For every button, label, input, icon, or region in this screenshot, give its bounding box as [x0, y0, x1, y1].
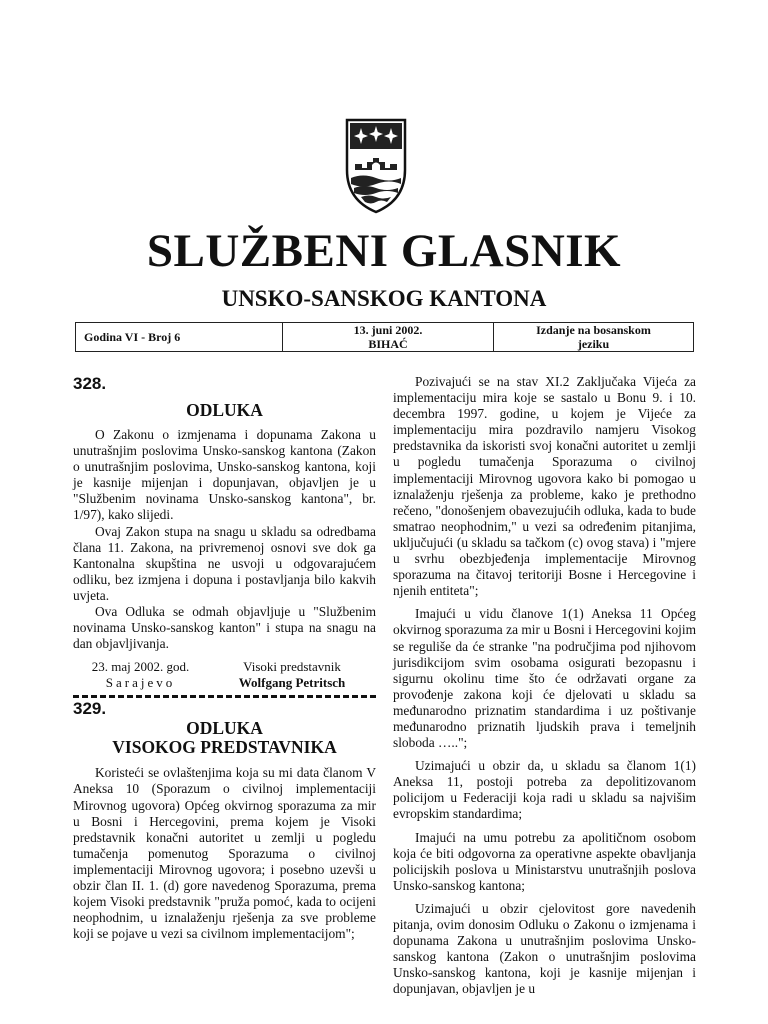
signature-name: Wolfgang Petritsch — [238, 675, 346, 691]
issue-city: BIHAĆ — [368, 337, 408, 351]
signature-role: Visoki predstavnik — [243, 659, 341, 675]
right-column — [393, 374, 696, 997]
decision-heading: ODLUKA — [186, 718, 263, 739]
left-column — [73, 374, 376, 942]
section-divider — [73, 695, 376, 698]
decision-paragraph: O Zakonu o izmjenama i dopunama Zakona u unutrašnjim poslovima Unsko-sanskog kantona (Zakon o unutrašnjim poslovima, Unsko-sanskog kantona, koji je kasnije mijenjan i dopunjavan, objavljen je u "Službenim novinama Unsko-sanskog kantona", br. 1/97), kako slijedi. — [73, 427, 376, 523]
decision-paragraph: Koristeći se ovlaštenjima koja su mi data članom V Aneksa 10 (Sporazum o civilnoj implementaciji Mirovnog ugovora) Općeg okvirnog sporazuma za mir u Bosni i Hercegovini, prema kojem je Visoki predstavnik konačni autoritet u zemlji u pogledu tumačenja pomenutog Sporazuma o civilnoj implementaciji Mirovnog ugovora; i posebno uzevši u obzir član II. 1. (d) gore navedenog Sporazuma, prema kojem Visoki predstavnik "pruža pomoć, kada to ocijeni neophodnim, u iznalaženju rješenja za sve probleme koji se pojave u vezi sa civilnom implementacijom"; — [73, 765, 376, 942]
signature-date: 23. maj 2002. god. — [91, 659, 190, 675]
edition-cell — [494, 323, 693, 351]
decision-paragraph: Ova Odluka se odmah objavljuje u "Službenim novinama Unsko-sanskog kanton" i stupa na snagu na dan objavljivanja. — [73, 604, 376, 652]
decision-heading: ODLUKA — [186, 400, 263, 420]
body-paragraph: Imajući na umu potrebu za apolitičnom osobom koja će biti odgovorna za operativne aspekte obavljanja policijskih poslova u Ministarstvu unutrašnjih poslova Unsko-sanskog kantona; — [393, 829, 696, 893]
body-paragraph: Uzimajući u obzir cjelovitost gore navedenih pitanja, ovim donosim Odluku o Zakonu o izmjenama i dopunama Zakona u unutrašnjim poslovima Unsko-sanskog kantona (Zakon o unutrašnjim poslovima Unsko-sanskog kantona, koji je kasnije mijenjan i dopunjavan, objavljen je u — [393, 900, 696, 997]
body-paragraph: Uzimajući u obzir da, u skladu sa članom 1(1) Aneksa 11, postoji potreba za depolitizovanom policijom u Federaciji koja radi u skladu sa najvišim evropskim standardima; — [393, 758, 696, 822]
decision-subheading: VISOKOG PREDSTAVNIKA — [112, 737, 337, 758]
publication-title: SLUŽBENI GLASNIK — [146, 225, 622, 277]
signature-place: Sarajevo — [105, 675, 176, 691]
signature-block — [73, 659, 376, 691]
issue-date: 13. juni 2002. — [353, 323, 423, 337]
body-paragraph: Imajući u vidu članove 1(1) Aneksa 11 Općeg okvirnog sporazuma za mir u Bosni i Hercegovini kojim se reguliše da će stranke "na područjima pod njihovom jurisdikcijom svim osobama osigurati bezopasnu i sigurnu okolinu time što će održavati organe za provođenje zakona koji će djelovati u skladu sa međunarodno priznatim standardima i uz poštivanje međunarodno priznatih ljudskih prava i temeljnih sloboda ….."; — [393, 606, 696, 751]
item-number-329: 329. — [73, 699, 107, 719]
edition-line-2: jeziku — [577, 337, 610, 351]
edition-line-1: Izdanje na bosanskom — [536, 323, 651, 337]
item-number-328: 328. — [73, 374, 107, 393]
issue-info-box — [75, 322, 694, 352]
coat-of-arms-icon — [345, 118, 407, 214]
date-place-cell — [283, 323, 494, 351]
issue-number-cell — [76, 323, 283, 351]
publication-subtitle: UNSKO-SANSKOG KANTONA — [221, 286, 547, 311]
body-paragraph: Pozivajući se na stav XI.2 Zaključaka Vijeća za implementaciju mira koje se sastalo u Bonu 9. i 10. decembra 1997. godine, u kojem je Vijeće za implementaciju mira pozdravilo namjeru Visokog predstavnika da iskoristi svoj konačni autoritet u zemlji u pogledu tumačenja Sporazuma o civilnoj implementaciji Mirovnog ugovora kako bi pomogao u iznalaženju rješenja za probleme, kako je prethodno rečeno, "donošenjem obavezujućih odluka, kada to bude smatrao neophodnim," u vezi sa određenim pitanjima, uključujući (u skladu sa tačkom (c) ovog stava) i "mjere u svrhu obezbjeđenja implementacije Mirovnog sporazuma na čitavoj teritoriji Bosne i Hercegovine i njenih entiteta"; — [393, 374, 696, 599]
issue-number: Godina VI - Broj 6 — [84, 330, 181, 344]
decision-paragraph: Ovaj Zakon stupa na snagu u skladu sa odredbama člana 11. Zakona, na privremenoj osnovi sve dok ga Kantonalna skupština ne usvoji u odgovarajućem odliku, bez izmjena i dopuna i postavljanja bilo kakvih uvjeta. — [73, 523, 376, 603]
